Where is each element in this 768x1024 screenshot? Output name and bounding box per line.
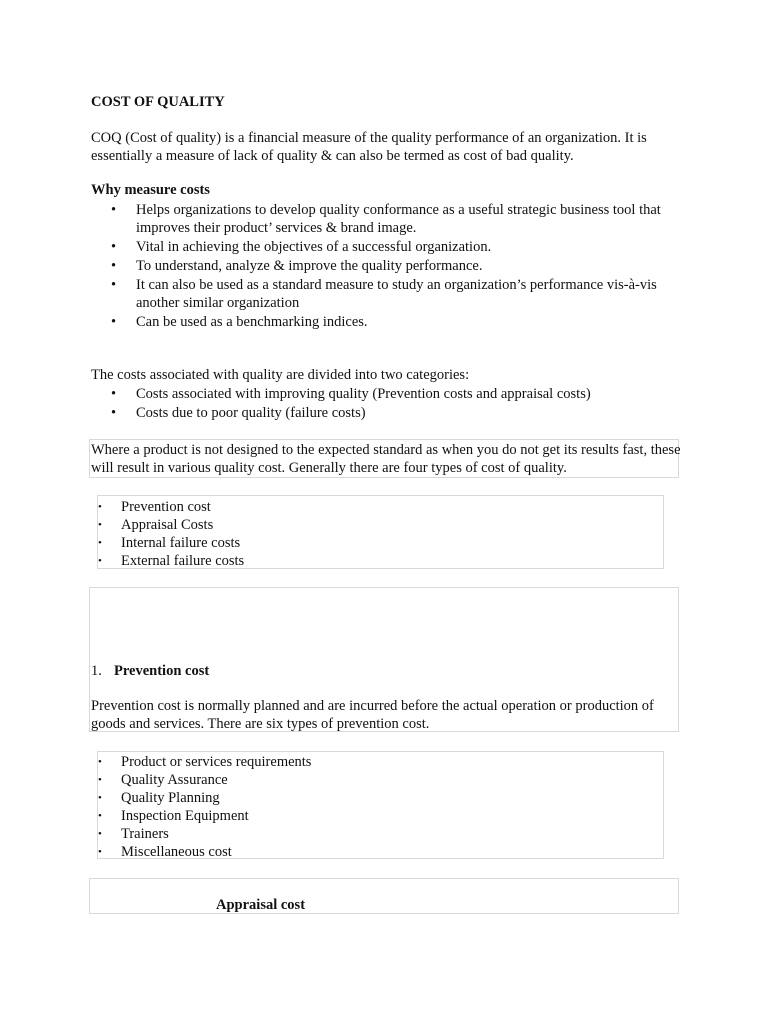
prevention-number: 1. bbox=[91, 663, 102, 679]
list-item bbox=[98, 552, 245, 570]
bullet-icon: • bbox=[111, 277, 117, 293]
bullet-icon: • bbox=[111, 239, 117, 255]
bullet-icon: • bbox=[98, 846, 102, 858]
list-item bbox=[98, 753, 312, 771]
list-item bbox=[98, 771, 311, 789]
list-item-text: Prevention cost bbox=[121, 499, 211, 515]
list-item-text: Costs associated with improving quality (Prevention costs and appraisal costs) bbox=[136, 386, 591, 402]
list-item-text: Appraisal Costs bbox=[121, 517, 214, 533]
list-item-text: Can be used as a benchmarking indices. bbox=[136, 314, 368, 330]
prevention-section-box bbox=[89, 587, 679, 732]
types-intro-box bbox=[89, 439, 679, 478]
list-item bbox=[111, 313, 684, 331]
list-item-text: Inspection Equipment bbox=[121, 808, 249, 824]
cost-types-box bbox=[97, 495, 664, 569]
list-item bbox=[98, 807, 311, 825]
list-item bbox=[98, 843, 311, 861]
bullet-icon: • bbox=[111, 202, 117, 218]
bullet-icon: • bbox=[98, 774, 102, 786]
intro-paragraph: COQ (Cost of quality) is a financial measure of the quality performance of an organization. It is essentially a measure of lack of quality & can also be termed as cost of bad quality. bbox=[91, 130, 647, 164]
list-item bbox=[98, 534, 244, 552]
list-item bbox=[98, 789, 311, 807]
bullet-icon: • bbox=[111, 258, 117, 274]
list-item bbox=[98, 516, 244, 534]
list-item bbox=[111, 385, 684, 403]
list-item bbox=[98, 825, 311, 843]
prevention-heading bbox=[91, 662, 209, 680]
list-item-text: Vital in achieving the objectives of a successful organization. bbox=[136, 239, 492, 255]
why-measure-heading: Why measure costs bbox=[91, 182, 210, 198]
list-item-text: Miscellaneous cost bbox=[121, 844, 232, 860]
list-item bbox=[111, 276, 684, 312]
bullet-icon: • bbox=[111, 405, 117, 421]
appraisal-heading: Appraisal cost bbox=[216, 897, 306, 913]
document-title: COST OF QUALITY bbox=[91, 94, 225, 110]
list-item bbox=[111, 201, 684, 237]
bullet-icon: • bbox=[98, 519, 102, 531]
bullet-icon: • bbox=[98, 501, 102, 513]
list-item bbox=[111, 238, 684, 256]
bullet-icon: • bbox=[111, 386, 117, 402]
bullet-icon: • bbox=[98, 810, 102, 822]
list-item bbox=[111, 404, 684, 422]
bullet-icon: • bbox=[98, 537, 102, 549]
list-item bbox=[111, 257, 684, 275]
list-item-text: Internal failure costs bbox=[121, 535, 241, 551]
prevention-types-list bbox=[98, 753, 312, 861]
appraisal-section-box bbox=[89, 878, 679, 914]
list-item-text: Quality Assurance bbox=[121, 772, 228, 788]
list-item-text: It can also be used as a standard measure to study an organization’s performance vis-à-vis another similar organization bbox=[136, 277, 657, 311]
list-item bbox=[98, 498, 244, 516]
bullet-icon: • bbox=[111, 314, 117, 330]
why-measure-list bbox=[111, 201, 684, 332]
categories-list bbox=[111, 385, 684, 423]
bullet-icon: • bbox=[98, 828, 102, 840]
list-item-text: Trainers bbox=[121, 826, 169, 842]
bullet-icon: • bbox=[98, 792, 102, 804]
prevention-types-box bbox=[97, 751, 664, 859]
categories-intro: The costs associated with quality are divided into two categories: bbox=[91, 367, 470, 383]
list-item-text: To understand, analyze & improve the quality performance. bbox=[136, 258, 483, 274]
bullet-icon: • bbox=[98, 756, 102, 768]
list-item-text: Helps organizations to develop quality conformance as a useful strategic business tool that improves their product’ services & brand image. bbox=[136, 202, 661, 236]
types-intro-text: Where a product is not designed to the expected standard as when you do not get its results fast, these will result in various quality cost. Generally there are four types of cost of quality. bbox=[91, 442, 681, 476]
list-item-text: External failure costs bbox=[121, 553, 245, 569]
list-item-text: Product or services requirements bbox=[121, 754, 312, 770]
bullet-icon: • bbox=[98, 555, 102, 567]
list-item-text: Costs due to poor quality (failure costs) bbox=[136, 405, 366, 421]
prevention-paragraph: Prevention cost is normally planned and are incurred before the actual operation or production of goods and services. There are six types of prevention cost. bbox=[91, 698, 654, 732]
cost-types-list bbox=[98, 498, 245, 570]
list-item-text: Quality Planning bbox=[121, 790, 220, 806]
prevention-heading-text: Prevention cost bbox=[114, 663, 210, 679]
